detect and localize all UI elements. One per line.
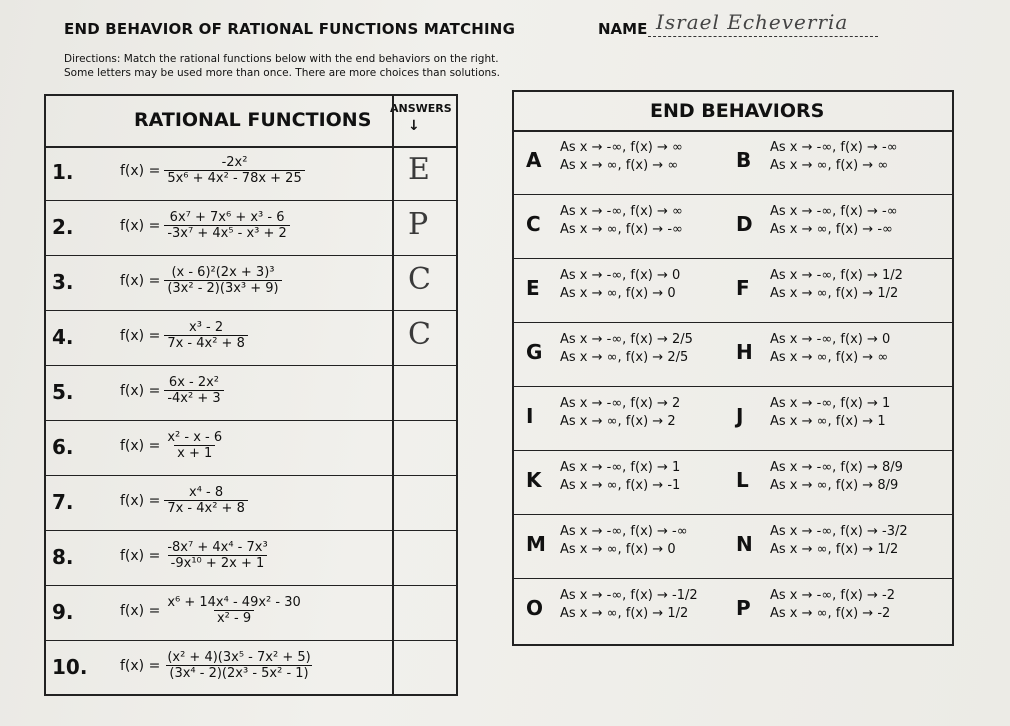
worksheet-title: END BEHAVIOR OF RATIONAL FUNCTIONS MATCHING [64, 20, 516, 38]
choice-letter: K [526, 468, 542, 492]
fraction [164, 375, 223, 406]
rational-functions-table [44, 94, 458, 696]
end-behavior-choice [736, 456, 946, 514]
behavior-right: As x → ∞, f(x) → 1/2 [560, 606, 689, 621]
behavior-left: As x → -∞, f(x) → 1 [560, 460, 681, 475]
function-row [46, 366, 456, 421]
rational-function [120, 650, 314, 681]
denominator: x + 1 [174, 445, 215, 461]
numerator: 6x - 2x² [168, 375, 220, 390]
end-behavior-choice [736, 328, 946, 386]
rational-function [120, 430, 225, 461]
function-row [46, 421, 456, 476]
function-label: f(x) = [120, 602, 161, 619]
behavior-right: As x → ∞, f(x) → 0 [560, 286, 676, 301]
behavior-left: As x → -∞, f(x) → -∞ [560, 524, 688, 539]
function-label: f(x) = [120, 657, 161, 674]
end-behavior-choice [526, 264, 736, 322]
end-behavior-choice [526, 200, 736, 258]
choice-divider [514, 514, 952, 515]
denominator: (3x² - 2)(3x³ + 9) [164, 280, 281, 296]
rational-function [120, 265, 282, 296]
behavior-left: As x → -∞, f(x) → -2 [770, 588, 895, 603]
directions-line-1: Directions: Match the rational functions below with the end behaviors on the right. [64, 53, 499, 65]
rational-function [120, 375, 224, 406]
function-label: f(x) = [120, 327, 161, 344]
fraction [164, 210, 290, 241]
behavior-left: As x → -∞, f(x) → 0 [560, 268, 681, 283]
function-label: f(x) = [120, 272, 161, 289]
answer-cell[interactable]: C [408, 262, 431, 297]
numerator: (x² + 4)(3x⁵ - 7x² + 5) [167, 650, 311, 665]
name-label: NAME [598, 20, 648, 38]
function-row [46, 311, 456, 366]
table-header [46, 96, 456, 148]
row-number: 7. [52, 490, 74, 514]
end-behavior-choice [526, 328, 736, 386]
end-behavior-choice [526, 392, 736, 450]
denominator: (3x⁴ - 2)(2x³ - 5x² - 1) [166, 665, 311, 681]
row-number: 2. [52, 215, 74, 239]
end-behavior-choice [526, 456, 736, 514]
function-label: f(x) = [120, 217, 161, 234]
choice-letter: I [526, 404, 534, 428]
end-behavior-choice [736, 392, 946, 450]
behavior-left: As x → -∞, f(x) → -∞ [770, 204, 898, 219]
name-value[interactable]: Israel Echeverria [656, 10, 849, 34]
answer-cell[interactable]: E [408, 152, 430, 187]
rational-function [120, 540, 271, 571]
row-number: 4. [52, 325, 74, 349]
row-number: 1. [52, 160, 74, 184]
end-behavior-choice [736, 520, 946, 578]
behavior-left: As x → -∞, f(x) → ∞ [560, 140, 683, 155]
down-arrow-icon: ↓ [408, 118, 420, 134]
choice-letter: M [526, 532, 546, 556]
choice-letter: H [736, 340, 753, 364]
rational-function [120, 155, 305, 186]
choice-divider [514, 322, 952, 323]
behavior-right: As x → ∞, f(x) → -∞ [770, 222, 893, 237]
fraction [164, 485, 248, 516]
fraction [164, 320, 248, 351]
behavior-left: As x → -∞, f(x) → 2 [560, 396, 681, 411]
function-label: f(x) = [120, 547, 161, 564]
behavior-left: As x → -∞, f(x) → 8/9 [770, 460, 903, 475]
numerator: x² - x - 6 [167, 430, 223, 445]
behavior-left: As x → -∞, f(x) → 1 [770, 396, 891, 411]
choice-letter: O [526, 596, 544, 620]
behavior-left: As x → -∞, f(x) → -∞ [770, 140, 898, 155]
row-number: 9. [52, 600, 74, 624]
function-row [46, 201, 456, 256]
numerator: -8x⁷ + 4x⁴ - 7x³ [167, 540, 268, 555]
behavior-right: As x → ∞, f(x) → -2 [770, 606, 891, 621]
function-label: f(x) = [120, 162, 161, 179]
choice-letter: C [526, 212, 541, 236]
end-behavior-choice [736, 136, 946, 194]
numerator: 6x⁷ + 7x⁶ + x³ - 6 [169, 210, 285, 225]
rational-function [120, 485, 248, 516]
denominator: 5x⁶ + 4x² - 78x + 25 [164, 170, 304, 186]
function-row [46, 531, 456, 586]
behavior-left: As x → -∞, f(x) → 1/2 [770, 268, 903, 283]
function-row [46, 586, 456, 641]
behavior-left: As x → -∞, f(x) → ∞ [560, 204, 683, 219]
end-behavior-choice [526, 584, 736, 642]
choice-letter: G [526, 340, 543, 364]
end-behavior-choice [736, 584, 946, 642]
behavior-right: As x → ∞, f(x) → ∞ [560, 158, 679, 173]
rational-function [120, 595, 304, 626]
function-label: f(x) = [120, 382, 161, 399]
behavior-left: As x → -∞, f(x) → -3/2 [770, 524, 908, 539]
choice-letter: B [736, 148, 752, 172]
behavior-right: As x → ∞, f(x) → 8/9 [770, 478, 899, 493]
behavior-right: As x → ∞, f(x) → -∞ [560, 222, 683, 237]
choice-divider [514, 578, 952, 579]
choice-letter: P [736, 596, 751, 620]
denominator: 7x - 4x² + 8 [164, 335, 248, 351]
row-number: 5. [52, 380, 74, 404]
behavior-right: As x → ∞, f(x) → ∞ [770, 158, 889, 173]
fraction [164, 540, 270, 571]
behavior-right: As x → ∞, f(x) → ∞ [770, 350, 889, 365]
row-number: 8. [52, 545, 74, 569]
choice-letter: D [736, 212, 753, 236]
denominator: -4x² + 3 [164, 390, 223, 406]
numerator: x³ - 2 [189, 320, 224, 335]
numerator: x⁶ + 14x⁴ - 49x² - 30 [167, 595, 301, 610]
rational-function [120, 320, 248, 351]
row-number: 10. [52, 655, 88, 679]
numerator: -2x² [221, 155, 248, 170]
choice-letter: F [736, 276, 750, 300]
answer-cell[interactable]: C [408, 317, 431, 352]
answer-cell[interactable]: P [408, 207, 429, 242]
behavior-right: As x → ∞, f(x) → 2 [560, 414, 676, 429]
choice-letter: E [526, 276, 540, 300]
rational-function [120, 210, 290, 241]
function-row [46, 146, 456, 201]
denominator: 7x - 4x² + 8 [164, 500, 248, 516]
choice-divider [514, 194, 952, 195]
row-number: 3. [52, 270, 74, 294]
behavior-left: As x → -∞, f(x) → 0 [770, 332, 891, 347]
choice-letter: L [736, 468, 749, 492]
fraction [164, 650, 313, 681]
numerator: (x - 6)²(2x + 3)³ [171, 265, 275, 280]
choice-letter: A [526, 148, 542, 172]
behavior-right: As x → ∞, f(x) → -1 [560, 478, 681, 493]
end-behaviors-header [514, 92, 952, 132]
behavior-right: As x → ∞, f(x) → 1 [770, 414, 886, 429]
answers-heading: ANSWERS [390, 102, 452, 115]
fraction [164, 155, 304, 186]
choice-divider [514, 386, 952, 387]
directions [64, 52, 584, 80]
function-row [46, 256, 456, 311]
end-behavior-choice [526, 520, 736, 578]
function-label: f(x) = [120, 437, 161, 454]
choice-divider [514, 258, 952, 259]
end-behaviors-box [512, 90, 954, 646]
denominator: -9x¹⁰ + 2x + 1 [168, 555, 268, 571]
end-behavior-choice [736, 200, 946, 258]
behavior-left: As x → -∞, f(x) → 2/5 [560, 332, 693, 347]
end-behavior-choice [526, 136, 736, 194]
fraction [164, 595, 303, 626]
end-behaviors-heading: END BEHAVIORS [650, 100, 825, 122]
directions-line-2: Some letters may be used more than once. There are more choices than solutions. [64, 67, 500, 79]
choice-divider [514, 450, 952, 451]
fraction [164, 430, 225, 461]
rational-functions-heading: RATIONAL FUNCTIONS [134, 109, 372, 131]
end-behavior-choice [736, 264, 946, 322]
choice-letter: N [736, 532, 753, 556]
name-underline [648, 36, 878, 37]
behavior-left: As x → -∞, f(x) → -1/2 [560, 588, 698, 603]
denominator: x² - 9 [214, 610, 254, 626]
denominator: -3x⁷ + 4x⁵ - x³ + 2 [164, 225, 290, 241]
function-label: f(x) = [120, 492, 161, 509]
behavior-right: As x → ∞, f(x) → 0 [560, 542, 676, 557]
numerator: x⁴ - 8 [189, 485, 224, 500]
behavior-right: As x → ∞, f(x) → 1/2 [770, 542, 899, 557]
fraction [164, 265, 281, 296]
choice-letter: J [736, 404, 744, 428]
function-row [46, 476, 456, 531]
row-number: 6. [52, 435, 74, 459]
behavior-right: As x → ∞, f(x) → 2/5 [560, 350, 689, 365]
behavior-right: As x → ∞, f(x) → 1/2 [770, 286, 899, 301]
function-row [46, 641, 456, 696]
